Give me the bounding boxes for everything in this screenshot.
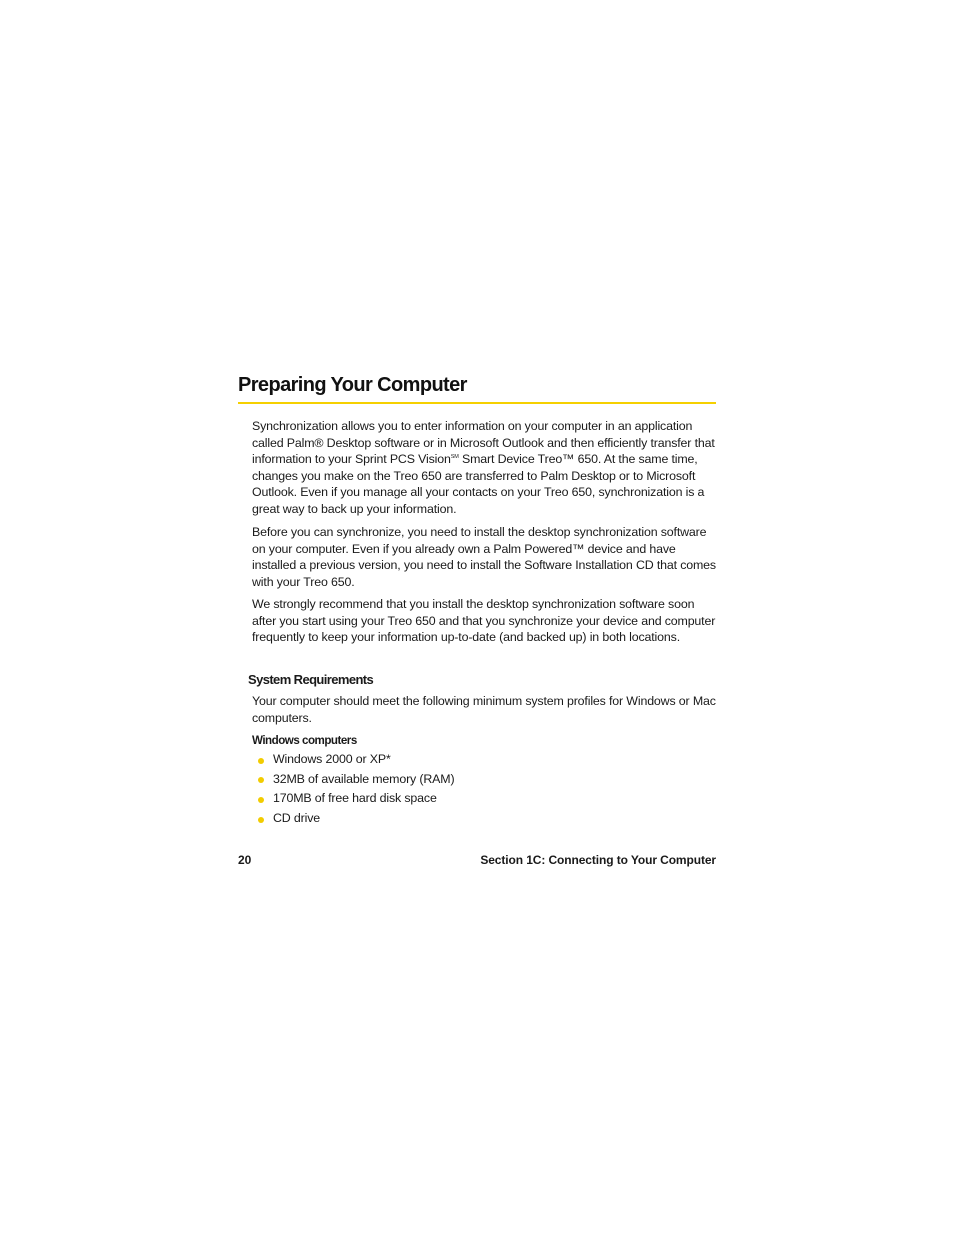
bullet-icon xyxy=(258,777,264,783)
intro-paragraph-1-text: Synchronization allows you to enter information on your computer in an application called Palm® Desktop software or in Microsoft Outlook and then efficiently transfer that information to your Sprint PCS Vision xyxy=(252,419,715,467)
system-requirements-paragraph: Your computer should meet the following minimum system profiles for Windows or Mac computers. xyxy=(252,694,716,725)
intro-paragraph-2: Before you can synchronize, you need to install the desktop synchronization software on your computer. Even if you already own a Palm Powered™ device and have installed a previous version, you need to install the Software Installation CD that comes with your Treo 650. xyxy=(252,525,716,589)
bullet-icon xyxy=(258,758,264,764)
title-rule xyxy=(238,402,716,404)
intro-paragraph-1-text-continued: Smart Device Treo™ 650. At the same time, changes you make on the Treo 650 are transferred to Palm Desktop or to Microsoft Outlook. Even if you manage all your contacts on your Treo 650, synchronization is a great way to back up your information. xyxy=(252,452,705,516)
list-item-text: Windows 2000 or XP* xyxy=(273,752,391,766)
list-item-text: 170MB of free hard disk space xyxy=(273,791,437,806)
footer-page-number: 20 xyxy=(238,853,252,867)
bullet-icon xyxy=(258,797,264,803)
list-item-text: CD drive xyxy=(273,811,320,826)
list-item-text: 32MB of available memory (RAM) xyxy=(273,771,455,786)
intro-paragraph-1 xyxy=(252,418,718,518)
list-item xyxy=(256,809,696,829)
list-item xyxy=(256,770,696,790)
list-item xyxy=(256,750,696,770)
bullet-icon xyxy=(258,817,264,823)
system-requirements-heading: System Requirements xyxy=(248,672,374,687)
list-item xyxy=(256,789,696,809)
windows-computers-heading: Windows computers xyxy=(252,734,357,747)
footer-section-title: Section 1C: Connecting to Your Computer xyxy=(480,853,716,867)
service-mark: SM xyxy=(450,454,459,461)
page-title: Preparing Your Computer xyxy=(238,374,467,396)
windows-requirements-list xyxy=(256,750,696,829)
intro-paragraph-3: We strongly recommend that you install the desktop synchronization software soon after you start using your Treo 650 and that you synchronize your device and computer frequently to keep your information up-to-date (and backed up) in both locations. xyxy=(252,597,716,645)
